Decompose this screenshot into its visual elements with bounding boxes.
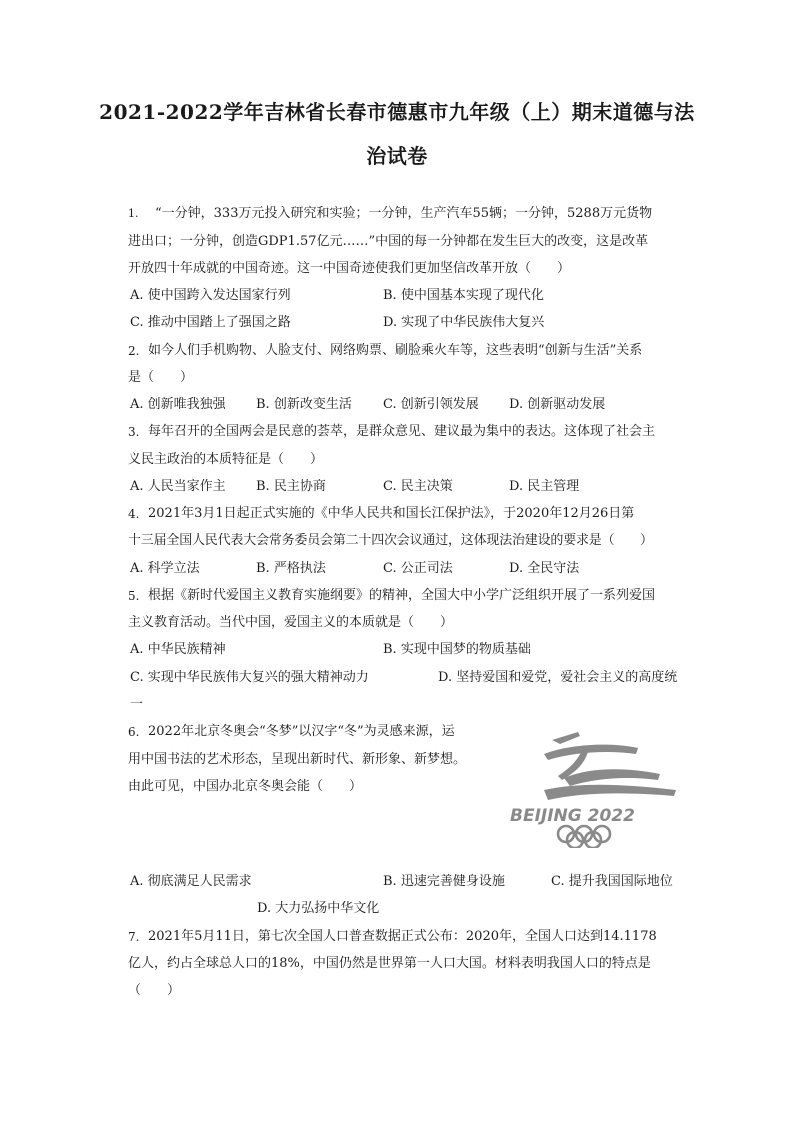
q5-option-a: A. 中华民族精神 (130, 642, 226, 657)
q5-line2: 主义教育活动。当代中国，爱国主义的本质就是（ ） (128, 615, 454, 630)
q1-number: 1. (128, 207, 139, 220)
q6-option-c: C. 提升我国国际地位 (551, 874, 673, 889)
q4-line1: 2021年3月1日起正式实施的《中华人民共和国长江保护法》，于2020年12月26日第 (148, 506, 635, 521)
logo-text: BEIJING 2022 (510, 806, 635, 826)
q3-line2: 义民主政治的本质特征是（ ） (128, 452, 324, 467)
q5-option-d: D. 坚持爱国和爱党，爱社会主义的高度统 (438, 670, 678, 685)
q2-number: 2. (128, 344, 140, 358)
q4-number: 4. (128, 507, 140, 521)
q2-line2: 是（ ） (128, 370, 194, 385)
q6-option-d: D. 大力弘扬中华文化 (257, 901, 380, 916)
q6-line1: 2022年北京冬奥会“冬梦”以汉字“冬”为灵感来源，运 (148, 724, 455, 739)
q6-option-b: B. 迅速完善健身设施 (383, 874, 505, 889)
q7-number: 7. (128, 930, 140, 944)
q6-line2: 用中国书法的艺术形态，呈现出新时代、新形象、新梦想。 (128, 752, 467, 767)
q2-option-c: C. 创新引领发展 (383, 397, 479, 412)
q1-option-b: B. 使中国基本实现了现代化 (383, 288, 544, 303)
q2-option-d: D. 创新驱动发展 (509, 397, 606, 412)
q6-line3: 由此可见，中国办北京冬奥会能（ ） (128, 779, 363, 794)
q1-option-c: C. 推动中国踏上了强国之路 (130, 315, 291, 330)
q4-option-d: D. 全民守法 (509, 561, 580, 576)
q4-option-b: B. 严格执法 (256, 561, 326, 576)
q6-number: 6. (128, 725, 140, 739)
q6-option-a: A. 彻底满足人民需求 (130, 874, 252, 889)
q3-number: 3. (128, 425, 140, 439)
q5-number: 5. (128, 589, 140, 603)
q3-line1: 每年召开的全国两会是民意的荟萃，是群众意见、建议最为集中的表达。这体现了社会主 (148, 424, 656, 439)
doc-title-line2: 治试卷 (366, 144, 428, 168)
q7-line3: （ ） (128, 983, 181, 998)
q5-option-b: B. 实现中国梦的物质基础 (383, 642, 531, 657)
q3-option-d: D. 民主管理 (509, 479, 580, 494)
q2-option-a: A. 创新唯我独强 (130, 397, 226, 412)
winter-olympics-emblem-icon (500, 728, 690, 848)
doc-title-line1: 2021-2022学年吉林省长春市德惠市九年级（上）期末道德与法 (99, 100, 695, 124)
q4-option-c: C. 公正司法 (383, 561, 453, 576)
q1-line1: “一分钟，333万元投入研究和实验；一分钟，生产汽车55辆；一分钟，5288万元货物 (155, 206, 653, 221)
q5-option-c: C. 实现中华民族伟大复兴的强大精神动力 (130, 670, 369, 685)
q5-option-d-cont: 一 (130, 697, 144, 712)
q1-option-d: D. 实现了中华民族伟大复兴 (383, 315, 545, 330)
q7-line1: 2021年5月11日，第七次全国人口普查数据正式公布：2020年，全国人口达到14.1178 (148, 929, 657, 944)
q1-line3: 开放四十年成就的中国奇迹。这一中国奇迹使我们更加坚信改革开放（ ） (128, 261, 571, 276)
q7-line2: 亿人，约占全球总人口的18%，中国仍然是世界第一人口大国。材料表明我国人口的特点是 (128, 956, 651, 971)
q2-line1: 如今人们手机购物、人脸支付、网络购票、刷脸乘火车等，这些表明“创新与生活”关系 (148, 343, 643, 358)
q3-option-b: B. 民主协商 (256, 479, 326, 494)
q1-line2: 进出口；一分钟，创造GDP1.57亿元……”中国的每一分钟都在发生巨大的改变，这是改革 (128, 234, 649, 249)
q3-option-c: C. 民主决策 (383, 479, 453, 494)
q4-line2: 十三届全国人民代表大会常务委员会第二十四次会议通过，这体现法治建设的要求是（ ） (128, 533, 653, 548)
q4-option-a: A. 科学立法 (130, 561, 200, 576)
q2-option-b: B. 创新改变生活 (256, 397, 352, 412)
q5-line1: 根据《新时代爱国主义教育实施纲要》的精神，全国大中小学广泛组织开展了一系列爱国 (148, 588, 656, 603)
q3-option-a: A. 人民当家作主 (130, 479, 226, 494)
q1-option-a: A. 使中国跨入发达国家行列 (130, 288, 291, 303)
